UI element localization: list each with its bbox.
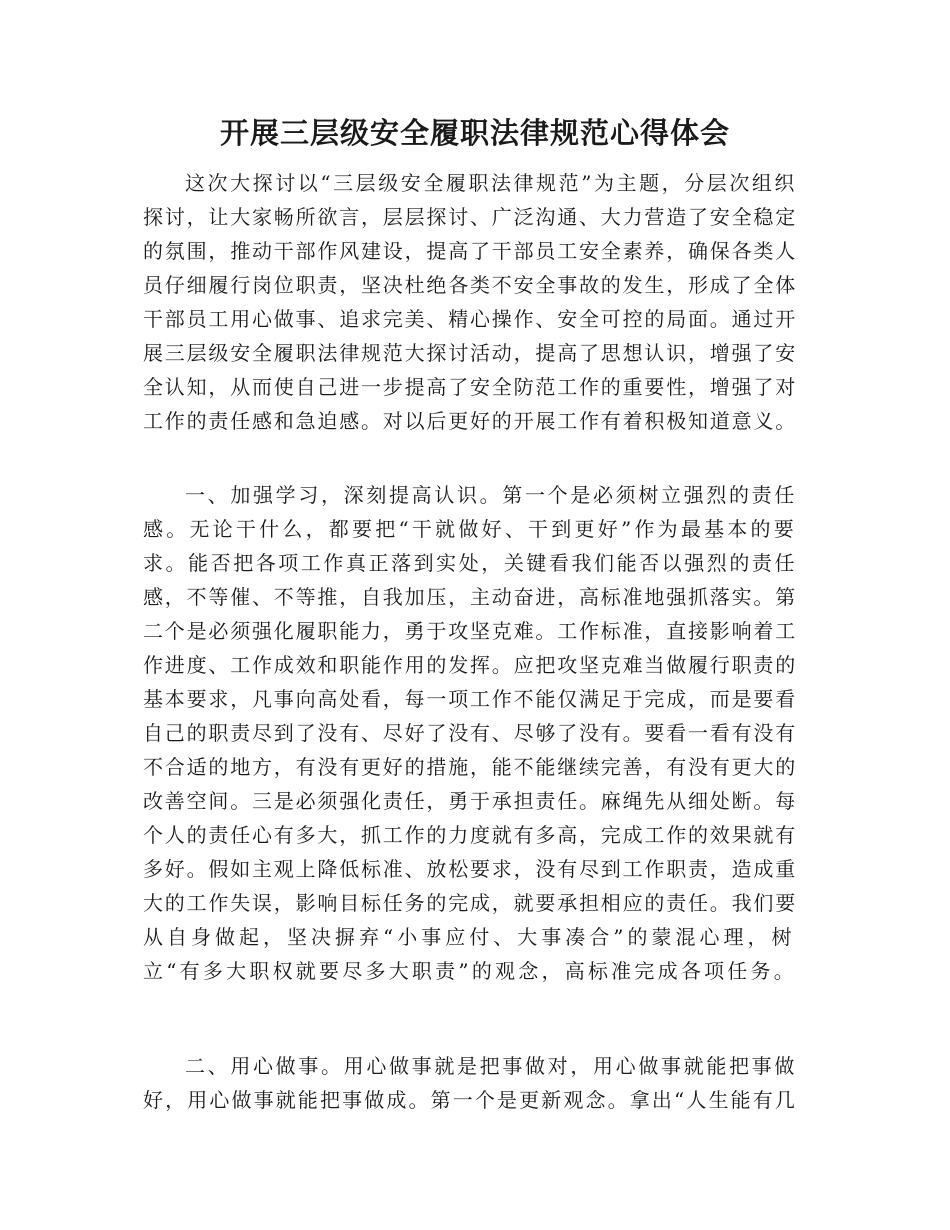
paragraph-line: 多好。假如主观上降低标准、放松要求，没有尽到工作职责，造成重	[143, 857, 797, 881]
paragraph-line: 一、加强学习，深刻提高认识。第一个是必须树立强烈的责任	[185, 483, 797, 507]
paragraph-line: 这次大探讨以“三层级安全履职法律规范”为主题，分层次组织	[185, 171, 797, 195]
paragraph-line: 感。无论干什么，都要把“干就做好、干到更好”作为最基本的要	[143, 517, 797, 541]
paragraph-line: 不合适的地方，有没有更好的措施，能不能继续完善，有没有更大的	[143, 755, 797, 779]
paragraph-line: 展三层级安全履职法律规范大探讨活动，提高了思想认识，增强了安	[143, 341, 797, 365]
paragraph-line: 干部员工用心做事、追求完美、精心操作、安全可控的局面。通过开	[143, 307, 797, 331]
paragraph-line: 立“有多大职权就要尽多大职责”的观念，高标准完成各项任务。	[143, 959, 797, 983]
paragraph-line: 全认知，从而使自己进一步提高了安全防范工作的重要性，增强了对	[143, 375, 797, 399]
paragraph-intro	[143, 166, 797, 438]
paragraph-line: 大的工作失误，影响目标任务的完成，就要承担相应的责任。我们要	[143, 891, 797, 915]
paragraph-line: 的氛围，推动干部作风建设，提高了干部员工安全素养，确保各类人	[143, 239, 797, 263]
paragraph-line: 基本要求，凡事向高处看，每一项工作不能仅满足于完成，而是要看	[143, 687, 797, 711]
paragraph-line: 求。能否把各项工作真正落到实处，关键看我们能否以强烈的责任	[143, 551, 797, 575]
paragraph-line: 感，不等催、不等推，自我加压，主动奋进，高标准地强抓落实。第	[143, 585, 797, 609]
paragraph-section-two	[143, 1049, 797, 1117]
paragraph-line: 好，用心做事就能把事做成。第一个是更新观念。拿出“人生能有几	[143, 1088, 797, 1112]
paragraph-line: 作进度、工作成效和职能作用的发挥。应把攻坚克难当做履行职责的	[143, 653, 797, 677]
paragraph-line: 从自身做起，坚决摒弃“小事应付、大事凑合”的蒙混心理，树	[143, 925, 796, 949]
paragraph-line: 工作的责任感和急迫感。对以后更好的开展工作有着积极知道意义。	[143, 409, 797, 433]
paragraph-section-one	[143, 478, 797, 988]
document-title: 开展三层级安全履职法律规范心得体会	[219, 116, 730, 150]
paragraph-line: 自己的职责尽到了没有、尽好了没有、尽够了没有。要看一看有没有	[143, 721, 797, 745]
paragraph-line: 二、用心做事。用心做事就是把事做对，用心做事就能把事做	[185, 1054, 797, 1078]
paragraph-line: 二个是必须强化履职能力，勇于攻坚克难。工作标准，直接影响着工	[143, 619, 797, 643]
paragraph-line: 探讨，让大家畅所欲言，层层探讨、广泛沟通、大力营造了安全稳定	[143, 205, 797, 229]
paragraph-line: 个人的责任心有多大，抓工作的力度就有多高，完成工作的效果就有	[143, 823, 797, 847]
paragraph-line: 员仔细履行岗位职责，坚决杜绝各类不安全事故的发生，形成了全体	[143, 273, 797, 297]
paragraph-line: 改善空间。三是必须强化责任，勇于承担责任。麻绳先从细处断。每	[143, 789, 797, 813]
